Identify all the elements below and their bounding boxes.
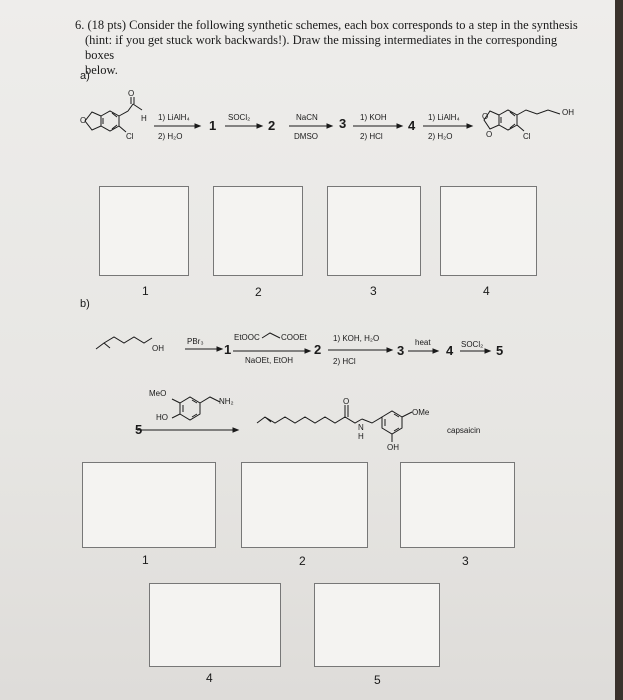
b-amine-ho: HO (156, 413, 168, 422)
a-step-2: 2 (268, 118, 276, 133)
b-box-label-1: 1 (142, 553, 149, 567)
a-sm-dioxole (85, 112, 101, 130)
b-product-name: capsaicin (447, 426, 481, 435)
b-box-label-5: 5 (374, 673, 381, 687)
a-box-label-1: 1 (142, 284, 149, 298)
b-answer-box-4[interactable] (149, 583, 281, 667)
a-answer-box-3[interactable] (327, 186, 421, 276)
b-product-o: O (343, 397, 350, 406)
b-arrow3-bottom: 2) HCl (333, 357, 356, 366)
b-step-2: 2 (314, 342, 322, 357)
b-amine-nh2: NH₂ (219, 397, 234, 406)
b-step-3: 3 (397, 343, 405, 358)
b-product-n: N (358, 423, 364, 432)
b-capsaicin-chain (257, 417, 362, 423)
a-box-label-3: 3 (370, 284, 377, 298)
b-step-4: 4 (446, 343, 454, 358)
question-line-3: below. (85, 63, 118, 77)
b-answer-box-5[interactable] (314, 583, 440, 667)
a-arrow1-bottom: 2) H₂O (158, 132, 183, 141)
b-arrow2-top: EtOOC (234, 333, 260, 342)
b-arrow4-top: heat (415, 338, 431, 347)
b-product-oh: OH (387, 443, 399, 452)
a-atom-o1: O (128, 89, 135, 98)
a-answer-box-2[interactable] (213, 186, 303, 276)
a-prod-atom-o3: O (482, 112, 489, 121)
part-b-label: b) (80, 298, 90, 310)
b-box-label-4: 4 (206, 671, 213, 685)
b-amine-meo: MeO (149, 389, 167, 398)
question-line-1: 6. (18 pts) Consider the following synthetic schemes, each box corresponds to a step in the synthesis (75, 18, 578, 32)
b-step-5-left: 5 (135, 422, 143, 437)
a-arrow2-top: SOCl₂ (228, 113, 251, 122)
a-atom-h: H (141, 114, 147, 123)
part-a-label: a) (80, 70, 90, 82)
a-answer-box-4[interactable] (440, 186, 537, 276)
b-arrow3-top: 1) KOH, H₂O (333, 334, 380, 343)
a-arrow3-bottom: DMSO (294, 132, 318, 141)
b-arrow2-top2: COOEt (281, 333, 307, 342)
a-box-label-4: 4 (483, 284, 490, 298)
b-sm-oh: OH (152, 344, 164, 353)
a-box-label-2: 2 (255, 285, 262, 299)
a-arrow3-top: NaCN (296, 113, 318, 122)
b-product-h: H (358, 432, 364, 441)
b-arrow1-top: PBr₃ (187, 337, 204, 346)
a-step-1: 1 (209, 118, 217, 133)
b-sm-chain (96, 337, 152, 349)
a-arrow5-bottom: 2) H₂O (428, 132, 453, 141)
b-box-label-2: 2 (299, 554, 306, 568)
b-arrow2-bottom: NaOEt, EtOH (245, 356, 294, 365)
b-answer-box-2[interactable] (241, 462, 368, 548)
a-prod-atom-o4: O (486, 130, 493, 139)
a-arrow1-top: 1) LiAlH₄ (158, 113, 190, 122)
a-prod-cl: Cl (523, 132, 531, 141)
b-box-label-3: 3 (462, 554, 469, 568)
a-atom-o2: O (80, 116, 87, 125)
question-line-2: (hint: if you get stuck work backwards!). Draw the missing intermediates in the corresponding boxes (85, 33, 558, 62)
a-step-4: 4 (408, 118, 416, 133)
b-step-5: 5 (496, 343, 504, 358)
a-prod-oh: OH (562, 108, 574, 117)
b-answer-box-3[interactable] (400, 462, 515, 548)
a-arrow4-bottom: 2) HCl (360, 132, 383, 141)
a-answer-box-1[interactable] (99, 186, 189, 276)
b-arrow5-top: SOCl₂ (461, 340, 484, 349)
b-step-1: 1 (224, 342, 232, 357)
a-sm-benzene-ring (101, 111, 119, 131)
a-atom-cl: Cl (126, 132, 134, 141)
a-arrow5-top: 1) LiAlH₄ (428, 113, 460, 122)
b-answer-box-1[interactable] (82, 462, 216, 548)
a-step-3: 3 (339, 116, 347, 131)
b-product-ome: OMe (412, 408, 430, 417)
a-arrow4-top: 1) KOH (360, 113, 387, 122)
a-product-benzene-ring (499, 110, 517, 130)
